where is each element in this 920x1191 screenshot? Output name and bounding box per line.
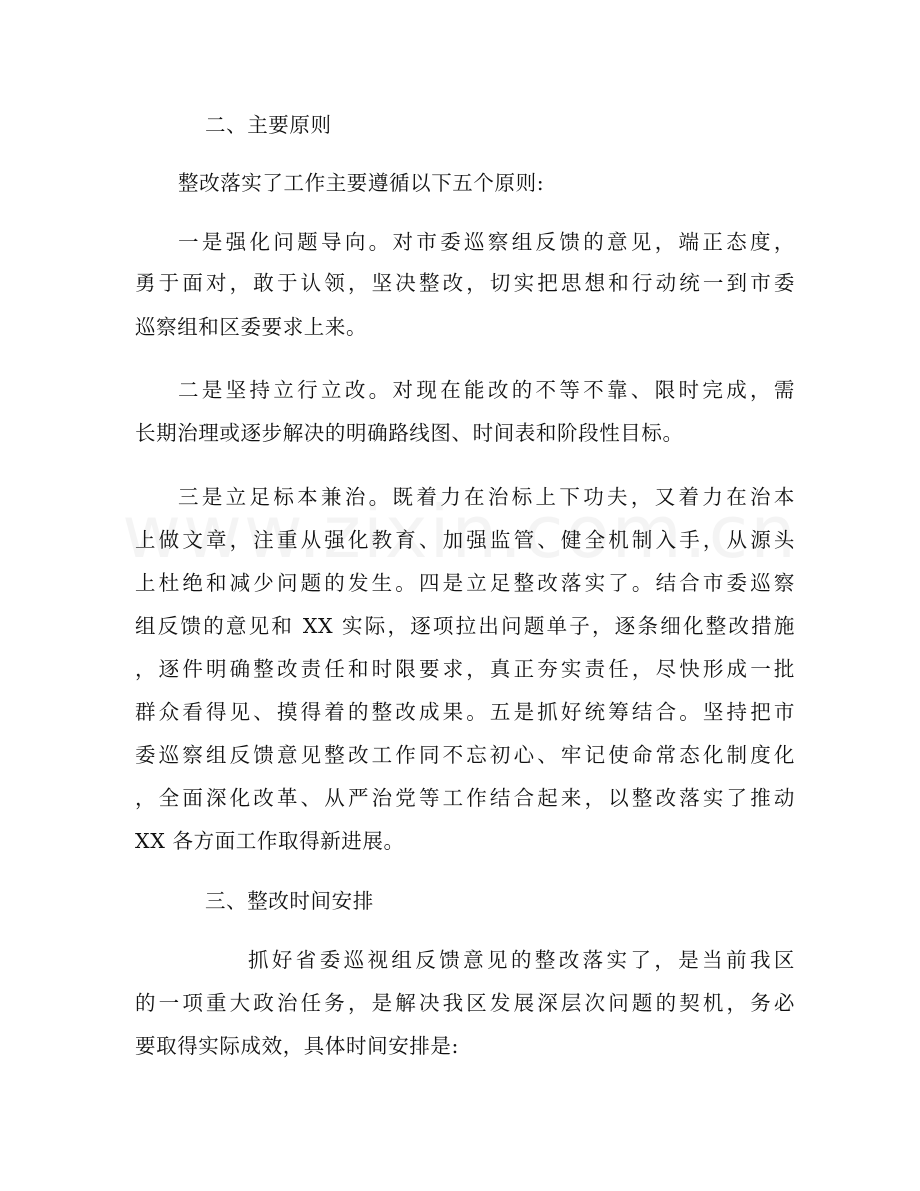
paragraph-line: 抓好省委巡视组反馈意见的整改落实了，是当前我区 — [248, 948, 795, 972]
paragraph-line: 委巡察组反馈意见整改工作同不忘初心、牢记使命常态化制度化 — [135, 743, 795, 767]
paragraph-line: ，全面深化改革、从严治党等工作结合起来，以整改落实了推动 — [135, 786, 795, 810]
paragraph-line: 勇于面对，敢于认领，坚决整改，切实把思想和行动统一到市委 — [135, 271, 795, 295]
section-heading-schedule: 三、整改时间安排 — [205, 889, 374, 913]
paragraph-line: XX 各方面工作取得新进展。 — [135, 829, 405, 853]
paragraph-line: 群众看得见、摸得着的整改成果。五是抓好统筹结合。坚持把市 — [135, 700, 795, 724]
section-heading-principles: 二、主要原则 — [205, 113, 332, 137]
paragraph-line: 上做文章，注重从强化教育、加强监管、健全机制入手，从源头 — [135, 528, 795, 552]
paragraph-line: 长期治理或逐步解决的明确路线图、时间表和阶段性目标。 — [135, 421, 684, 445]
paragraph-line: 一是强化问题导向。对市委巡察组反馈的意见，端正态度， — [178, 230, 795, 254]
paragraph-line: 的一项重大政治任务，是解决我区发展深层次问题的契机，务必 — [135, 991, 795, 1015]
principles-intro: 整改落实了工作主要遵循以下五个原则: — [178, 171, 545, 195]
paragraph-line: 三是立足标本兼治。既着力在治标上下功夫，又着力在治本 — [178, 485, 795, 509]
paragraph-line: 二是坚持立行立改。对现在能改的不等不靠、限时完成，需 — [178, 378, 795, 402]
paragraph-line: 组反馈的意见和 XX 实际，逐项拉出问题单子，逐条细化整改措施 — [135, 614, 795, 638]
paragraph-line: 巡察组和区委要求上来。 — [135, 315, 368, 339]
paragraph-line: 要取得实际成效，具体时间安排是: — [135, 1034, 460, 1058]
paragraph-line: ，逐件明确整改责任和时限要求，真正夯实责任，尽快形成一批 — [135, 657, 795, 681]
paragraph-line: 上杜绝和减少问题的发生。四是立足整改落实了。结合市委巡察 — [135, 571, 795, 595]
